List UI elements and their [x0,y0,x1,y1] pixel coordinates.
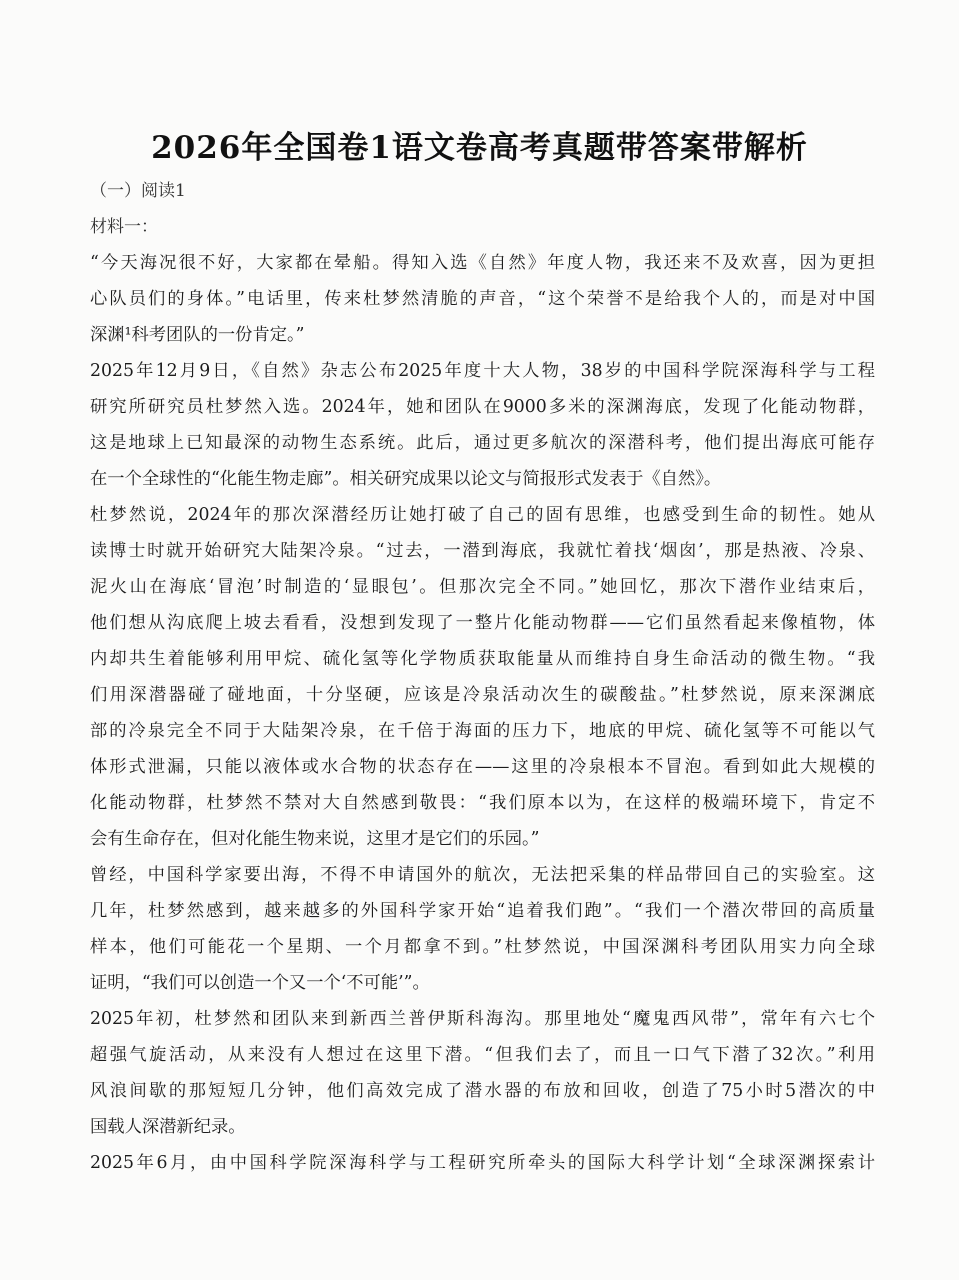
text-line: 内却共生着能够利用甲烷、硫化氢等化学物质获取能量从而维持自身生命活动的微生物。“我 [90,649,875,669]
text-line: 深渊¹科考团队的一份肯定。” [90,325,305,345]
text-line: 他们想从沟底爬上坡去看看，没想到发现了一整片化能动物群——它们虽然看起来像植物，体 [90,613,875,633]
text-line: 在一个全球性的“化能生物走廊”。相关研究成果以论文与简报形式发表于《自然》。 [90,469,722,489]
text-line: 这是地球上已知最深的动物生态系统。此后，通过更多航次的深潜科考，他们提出海底可能存 [90,433,875,453]
text-line: 2025年初，杜梦然和团队来到新西兰普伊斯科海沟。那里地处“魔鬼西风带”，常年有六七个 [90,1009,875,1029]
text-line: 们用深潜器碰了碰地面，十分坚硬，应该是冷泉活动次生的碳酸盐。”杜梦然说，原来深渊底 [90,685,875,705]
text-line: 研究所研究员杜梦然入选。2024年，她和团队在9000多米的深渊海底，发现了化能动物群， [90,397,875,417]
text-line: 体形式泄漏，只能以液体或水合物的状态存在——这里的冷泉根本不冒泡。看到如此大规模的 [90,757,875,777]
section-heading: （一）阅读1 [90,181,186,201]
text-line: 读博士时就开始研究大陆架冷泉。“过去，一潜到海底，我就忙着找‘烟囱’，那是热液、冷泉、 [90,541,875,561]
text-line: 会有生命存在，但对化能生物来说，这里才是它们的乐园。” [90,829,540,849]
page-title: 2026年全国卷1语文卷高考真题带答案带解析 [151,130,808,166]
text-line: 心队员们的身体。”电话里，传来杜梦然清脆的声音，“这个荣誉不是给我个人的，而是对中国 [90,289,875,309]
material-label: 材料一： [90,217,158,237]
text-line: 证明，“我们可以创造一个又一个‘不可能’”。 [90,973,430,993]
text-line: 曾经，中国科学家要出海，不得不申请国外的航次，无法把采集的样品带回自己的实验室。这 [90,865,875,885]
text-line: 泥火山在海底‘冒泡’时制造的‘显眼包’。但那次完全不同。”她回忆，那次下潜作业结束后， [90,577,875,597]
text-line: 几年，杜梦然感到，越来越多的外国科学家开始“追着我们跑”。“我们一个潜次带回的高质量 [90,901,875,921]
text-line: 超强气旋活动，从来没有人想过在这里下潜。“但我们去了，而且一口气下潜了32次。”利用 [90,1045,875,1065]
text-line: 国载人深潜新纪录。 [90,1117,246,1137]
text-line: 杜梦然说，2024年的那次深潜经历让她打破了自己的固有思维，也感受到生命的韧性。她从 [90,505,875,525]
text-line: 样本，他们可能花一个星期、一个月都拿不到。”杜梦然说，中国深渊科考团队用实力向全球 [90,937,875,957]
text-line: “今天海况很不好，大家都在晕船。得知入选《自然》年度人物，我还来不及欢喜，因为更担 [90,253,875,273]
text-line: 化能动物群，杜梦然不禁对大自然感到敬畏：“我们原本以为，在这样的极端环境下，肯定不 [90,793,875,813]
text-line: 2025年12月9日，《自然》杂志公布2025年度十大人物，38岁的中国科学院深海科学与工程 [90,361,875,381]
text-line: 2025年6月，由中国科学院深海科学与工程研究所牵头的国际大科学计划“全球深渊探索计 [90,1153,875,1173]
article-body [90,245,875,1181]
text-line: 风浪间歇的那短短几分钟，他们高效完成了潜水器的布放和回收，创造了75小时5潜次的中 [90,1081,875,1101]
text-line: 部的冷泉完全不同于大陆架冷泉，在千倍于海面的压力下，地底的甲烷、硫化氢等不可能以气 [90,721,875,741]
